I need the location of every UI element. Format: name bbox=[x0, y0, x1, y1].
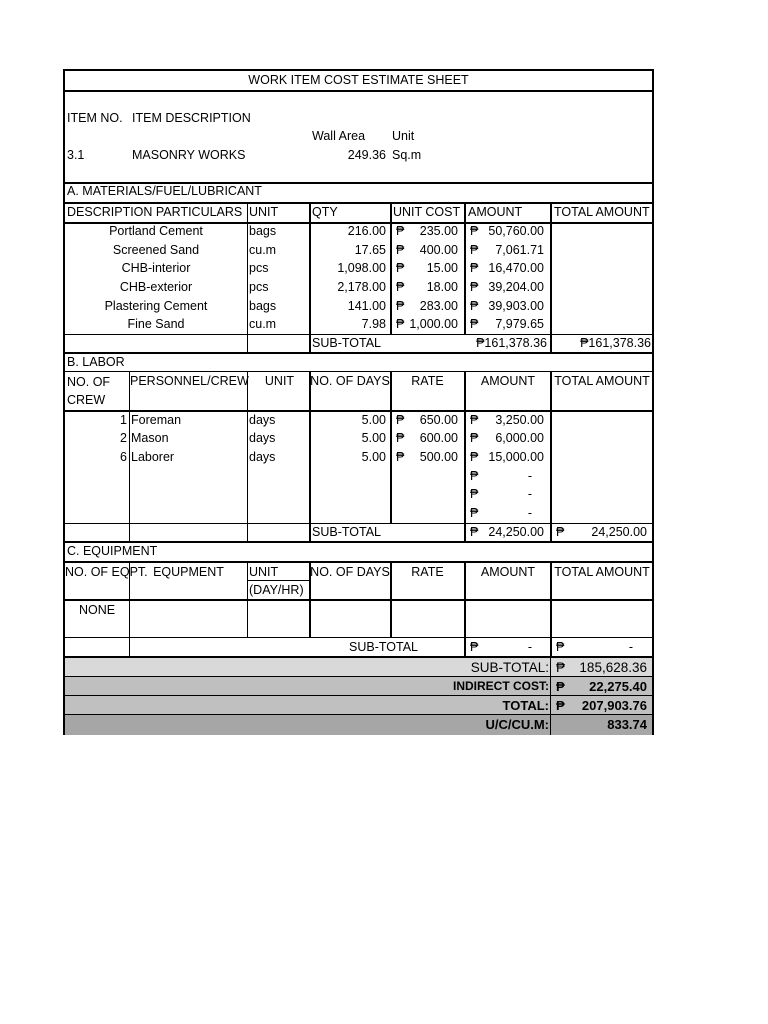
material-amount: 16,470.00 bbox=[488, 261, 544, 275]
labor-personnel: Foreman bbox=[131, 413, 182, 427]
grid-line bbox=[390, 371, 392, 523]
material-unit: pcs bbox=[249, 261, 269, 275]
summary-indirect-label: INDIRECT COST: bbox=[453, 679, 549, 693]
summary-uc-label: U/C/CU.M: bbox=[485, 717, 549, 732]
peso-sign: ₱ bbox=[556, 679, 565, 694]
item-description-label: ITEM DESCRIPTION bbox=[132, 111, 251, 125]
material-unit: pcs bbox=[249, 280, 269, 294]
materials-col-unit-cost: UNIT COST bbox=[393, 205, 461, 219]
material-unit: cu.m bbox=[249, 317, 277, 331]
materials-subtotal-total: ₱161,378.36 bbox=[580, 336, 651, 350]
peso-sign: ₱ bbox=[470, 431, 479, 445]
sheet-title: WORK ITEM COST ESTIMATE SHEET bbox=[248, 73, 469, 87]
peso-sign: ₱ bbox=[470, 450, 479, 464]
grid-line bbox=[390, 561, 392, 637]
peso-sign: ₱ bbox=[470, 299, 479, 313]
labor-days: 5.00 bbox=[361, 431, 386, 445]
grid-line bbox=[550, 561, 552, 656]
grid-line bbox=[550, 202, 552, 352]
grid-line bbox=[65, 90, 652, 92]
unit-label: Unit bbox=[392, 129, 415, 143]
material-amount: 50,760.00 bbox=[488, 224, 544, 238]
labor-amount: 15,000.00 bbox=[488, 450, 544, 464]
unit-value: Sq.m bbox=[392, 148, 422, 162]
grid-line bbox=[65, 182, 652, 184]
grid-line bbox=[247, 561, 248, 637]
labor-col-amount: AMOUNT bbox=[480, 374, 536, 388]
material-unit: bags bbox=[249, 299, 277, 313]
labor-crew: 6 bbox=[120, 450, 127, 464]
peso-sign: ₱ bbox=[396, 243, 405, 257]
grid-line bbox=[550, 371, 552, 541]
item-no: 3.1 bbox=[67, 148, 85, 162]
labor-subtotal-total: 24,250.00 bbox=[591, 525, 647, 539]
grid-line bbox=[65, 637, 652, 638]
dash: - bbox=[527, 469, 532, 483]
labor-rate: 650.00 bbox=[419, 413, 458, 427]
dash: - bbox=[527, 506, 532, 520]
peso-sign: ₱ bbox=[470, 640, 479, 654]
material-desc: Fine Sand bbox=[127, 317, 185, 331]
peso-sign: ₱ bbox=[396, 224, 405, 238]
material-amount: 39,903.00 bbox=[488, 299, 544, 313]
material-desc: Portland Cement bbox=[109, 224, 203, 238]
item-description: MASONRY WORKS bbox=[132, 148, 246, 162]
labor-unit: days bbox=[249, 450, 276, 464]
peso-sign: ₱ bbox=[556, 698, 565, 713]
material-unit: bags bbox=[249, 224, 277, 238]
peso-sign: ₱ bbox=[470, 243, 479, 257]
peso-sign: ₱ bbox=[396, 413, 405, 427]
material-qty: 141.00 bbox=[347, 299, 386, 313]
grid-line bbox=[129, 561, 130, 656]
grid-line bbox=[247, 580, 310, 581]
materials-col-description: DESCRIPTION PARTICULARS bbox=[67, 205, 243, 219]
peso-sign: ₱ bbox=[470, 280, 479, 294]
dash: - bbox=[628, 640, 633, 654]
summary-total-label: TOTAL: bbox=[502, 698, 549, 713]
grid-line bbox=[464, 561, 466, 656]
wall-area-label: Wall Area bbox=[312, 129, 366, 143]
peso-sign: ₱ bbox=[470, 525, 479, 539]
peso-sign: ₱ bbox=[396, 450, 405, 464]
grid-line bbox=[309, 202, 311, 352]
material-amount: 7,061.71 bbox=[495, 243, 544, 257]
labor-personnel: Laborer bbox=[131, 450, 175, 464]
labor-rate: 500.00 bbox=[419, 450, 458, 464]
equipment-col-no: NO. OF EQPT. bbox=[65, 565, 148, 579]
summary-uc-value: 833.74 bbox=[607, 717, 647, 732]
material-desc: CHB-exterior bbox=[119, 280, 193, 294]
labor-col-days: NO. OF DAYS bbox=[310, 374, 390, 388]
labor-unit: days bbox=[249, 413, 276, 427]
material-qty: 216.00 bbox=[347, 224, 386, 238]
summary-indirect-value: 22,275.40 bbox=[589, 679, 647, 694]
grid-line bbox=[550, 656, 551, 735]
labor-unit: days bbox=[249, 431, 276, 445]
grid-line bbox=[65, 676, 652, 677]
grid-line bbox=[65, 714, 652, 715]
material-qty: 1,098.00 bbox=[337, 261, 386, 275]
material-amount: 39,204.00 bbox=[488, 280, 544, 294]
grid-line bbox=[390, 202, 392, 334]
equipment-col-dayhr: (DAY/HR) bbox=[249, 583, 304, 597]
grid-line bbox=[65, 656, 652, 658]
peso-sign: ₱ bbox=[556, 525, 565, 539]
dash: - bbox=[527, 640, 532, 654]
grid-line bbox=[247, 371, 248, 541]
labor-rate: 600.00 bbox=[419, 431, 458, 445]
peso-sign: ₱ bbox=[470, 506, 479, 520]
grid-line bbox=[65, 541, 652, 543]
grid-line bbox=[65, 695, 652, 696]
grid-line bbox=[65, 352, 652, 354]
grid-line bbox=[65, 371, 652, 372]
material-unit-cost: 15.00 bbox=[426, 261, 458, 275]
labor-subtotal-label: SUB-TOTAL bbox=[312, 525, 381, 539]
labor-col-rate: RATE bbox=[411, 374, 444, 388]
labor-crew: 1 bbox=[120, 413, 127, 427]
materials-subtotal-amount: ₱161,378.36 bbox=[476, 336, 547, 350]
peso-sign: ₱ bbox=[470, 261, 479, 275]
materials-subtotal-label: SUB-TOTAL bbox=[312, 336, 381, 350]
peso-sign: ₱ bbox=[396, 261, 405, 275]
peso-sign: ₱ bbox=[556, 640, 565, 654]
labor-amount: 6,000.00 bbox=[495, 431, 544, 445]
peso-sign: ₱ bbox=[396, 280, 405, 294]
materials-col-total-amount: TOTAL AMOUNT bbox=[554, 205, 650, 219]
peso-sign: ₱ bbox=[470, 224, 479, 238]
labor-section-title: B. LABOR bbox=[67, 355, 125, 369]
grid-line bbox=[464, 371, 466, 541]
labor-days: 5.00 bbox=[361, 413, 386, 427]
grid-line bbox=[65, 561, 652, 563]
labor-col-total: TOTAL AMOUNT bbox=[554, 374, 650, 388]
material-qty: 2,178.00 bbox=[337, 280, 386, 294]
peso-sign: ₱ bbox=[470, 413, 479, 427]
labor-amount: 3,250.00 bbox=[495, 413, 544, 427]
grid-line bbox=[65, 410, 652, 412]
equipment-col-unit: UNIT bbox=[249, 565, 279, 579]
grid-line bbox=[65, 334, 652, 335]
equipment-none: NONE bbox=[78, 603, 116, 617]
material-unit-cost: 283.00 bbox=[419, 299, 458, 313]
grid-line bbox=[65, 523, 652, 524]
peso-sign: ₱ bbox=[396, 317, 405, 331]
labor-personnel: Mason bbox=[131, 431, 169, 445]
material-unit: cu.m bbox=[249, 243, 277, 257]
material-unit-cost: 18.00 bbox=[426, 280, 458, 294]
grid-line bbox=[309, 561, 311, 637]
material-qty: 7.98 bbox=[361, 317, 386, 331]
equipment-col-equipment: EQUPMENT bbox=[153, 565, 224, 579]
equipment-col-days: NO. OF DAYS bbox=[310, 565, 390, 579]
grid-line bbox=[65, 222, 652, 224]
dash: - bbox=[527, 487, 532, 501]
material-amount: 7,979.65 bbox=[495, 317, 544, 331]
labor-col-unit: UNIT bbox=[264, 374, 295, 388]
labor-days: 5.00 bbox=[361, 450, 386, 464]
grid-line bbox=[65, 202, 652, 204]
labor-col-personnel: PERSONNEL/CREW bbox=[130, 374, 249, 388]
peso-sign: ₱ bbox=[470, 317, 479, 331]
material-desc: Plastering Cement bbox=[104, 299, 208, 313]
grid-line bbox=[247, 202, 248, 352]
grid-line bbox=[65, 599, 652, 601]
equipment-col-amount: AMOUNT bbox=[480, 565, 536, 579]
materials-col-qty: QTY bbox=[312, 205, 338, 219]
grid-line bbox=[464, 202, 466, 334]
peso-sign: ₱ bbox=[556, 660, 566, 675]
peso-sign: ₱ bbox=[470, 487, 479, 501]
labor-crew: 2 bbox=[120, 431, 127, 445]
equipment-section-title: C. EQUIPMENT bbox=[67, 544, 158, 558]
item-no-label: ITEM NO. bbox=[67, 111, 123, 125]
material-desc: Screened Sand bbox=[112, 243, 200, 257]
summary-subtotal-value: 185,628.36 bbox=[579, 660, 647, 675]
material-qty: 17.65 bbox=[354, 243, 386, 257]
labor-col-crew: NO. OF CREW bbox=[67, 375, 111, 407]
peso-sign: ₱ bbox=[396, 431, 405, 445]
equipment-col-rate: RATE bbox=[411, 565, 444, 579]
cost-estimate-sheet bbox=[63, 69, 654, 735]
wall-area-value: 249.36 bbox=[347, 148, 386, 162]
equipment-subtotal-label: SUB-TOTAL bbox=[349, 640, 418, 654]
materials-section-title: A. MATERIALS/FUEL/LUBRICANT bbox=[67, 184, 262, 198]
labor-subtotal-amount: 24,250.00 bbox=[488, 525, 544, 539]
grid-line bbox=[309, 371, 311, 541]
materials-col-unit: UNIT bbox=[249, 205, 279, 219]
material-unit-cost: 400.00 bbox=[419, 243, 458, 257]
material-unit-cost: 235.00 bbox=[419, 224, 458, 238]
peso-sign: ₱ bbox=[396, 299, 405, 313]
summary-total-value: 207,903.76 bbox=[581, 698, 647, 713]
material-desc: CHB-interior bbox=[121, 261, 191, 275]
summary-subtotal-label: SUB-TOTAL: bbox=[470, 660, 549, 675]
material-unit-cost: 1,000.00 bbox=[409, 317, 458, 331]
grid-line bbox=[129, 371, 130, 541]
equipment-col-total: TOTAL AMOUNT bbox=[554, 565, 650, 579]
materials-col-amount: AMOUNT bbox=[468, 205, 523, 219]
peso-sign: ₱ bbox=[470, 469, 479, 483]
